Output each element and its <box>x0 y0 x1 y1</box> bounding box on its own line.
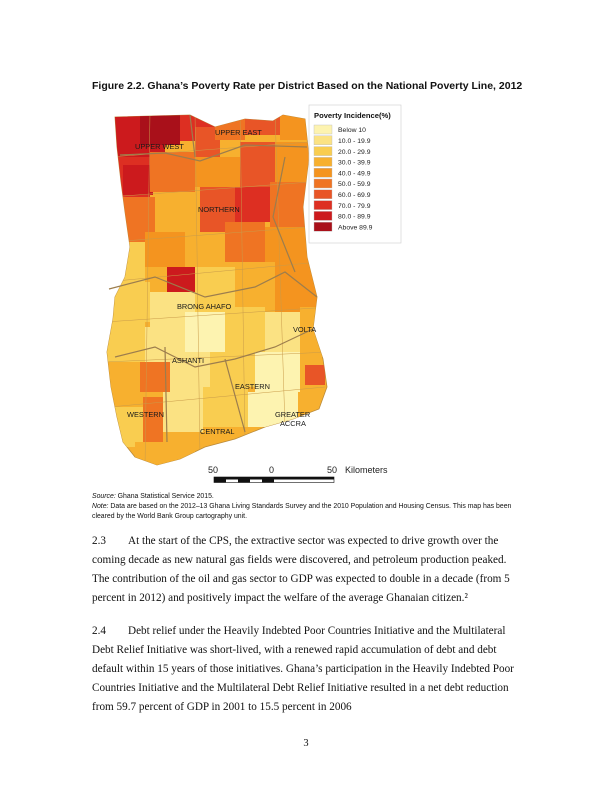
paragraph-text: Debt relief under the Heavily Indebted Poor Countries Initiative and the Multilateral Debt Relief Initiative was short-lived, with a renewed rapid accumulation of debt and debt default within 15 years of those initiatives. Ghana’s participation in the Heavily Indebted Poor Countries Initiative and the Multilateral Debt Relief Initiative resulted in a net debt reduction from 59.7 percent of GDP in 2001 to 15.5 percent in 2006 <box>92 625 514 713</box>
region-label-ashanti: ASHANTI <box>172 356 205 365</box>
region-label-eastern: EASTERN <box>235 382 270 391</box>
legend-swatch <box>314 201 332 210</box>
region-label-greater: GREATER <box>275 410 311 419</box>
paragraph-2-4 <box>92 622 524 717</box>
figure-notes <box>92 492 532 522</box>
note-line <box>92 502 532 522</box>
legend-label: 20.0 - 29.9 <box>338 148 371 156</box>
region-label-accra: ACCRA <box>280 419 306 428</box>
figure-title: Figure 2.2. Ghana’s Poverty Rate per District Based on the National Poverty Line, 2012 <box>92 80 523 92</box>
legend-label: 40.0 - 49.9 <box>338 170 371 178</box>
legend <box>309 105 401 243</box>
note-text: Data are based on the 2012–13 Ghana Living Standards Survey and the 2010 Population and Housing Census. This map has been cleared by the World Bank Group cartography unit. <box>92 503 512 520</box>
legend-label: 80.0 - 89.9 <box>338 213 371 221</box>
map-svg <box>95 97 515 489</box>
page-number: 3 <box>303 738 309 749</box>
legend-swatch <box>314 211 332 220</box>
legend-label: 30.0 - 39.9 <box>338 159 371 167</box>
paragraph-number: 2.3 <box>92 535 106 547</box>
legend-swatch <box>314 168 332 177</box>
paragraph-text: At the start of the CPS, the extractive sector was expected to drive growth over the coming decade as new natural gas fields were discovered, and petroleum production peaked. The contribution of the oil and gas sector to GDP was expected to double in a decade (from 5 percent in 2012) and positively impact the welfare of the average Ghanaian citizen.² <box>92 535 510 604</box>
source-text: Ghana Statistical Service 2015. <box>117 493 214 500</box>
legend-label: Below 10 <box>338 127 366 135</box>
legend-label: 10.0 - 19.9 <box>338 138 371 145</box>
legend-swatch <box>314 179 332 188</box>
legend-title: Poverty Incidence(%) <box>314 111 391 120</box>
legend-swatch <box>314 222 332 231</box>
paragraph-2-3 <box>92 532 524 608</box>
region-label-brong-ahafo: BRONG AHAFO <box>177 302 232 311</box>
scale-label-right: 50 <box>327 465 338 475</box>
region-label-volta: VOLTA <box>293 325 317 334</box>
source-line <box>92 492 532 502</box>
legend-swatch <box>314 157 332 166</box>
scale-label-mid: 0 <box>269 465 275 475</box>
poverty-map <box>95 97 515 489</box>
region-label-central: CENTRAL <box>200 427 235 436</box>
legend-label: 60.0 - 69.9 <box>338 192 371 199</box>
legend-swatch <box>314 125 332 134</box>
region-label-western: WESTERN <box>127 410 164 419</box>
paragraph-number: 2.4 <box>92 625 106 637</box>
legend-label: 50.0 - 59.9 <box>338 181 371 189</box>
scale-bar <box>208 465 388 483</box>
legend-label: Above 89.9 <box>338 224 373 232</box>
legend-swatch <box>314 190 332 199</box>
scale-label-left: 50 <box>208 465 219 475</box>
region-label-upper-west: UPPER WEST <box>135 142 184 151</box>
legend-swatch <box>314 136 332 145</box>
region-label-upper-east: UPPER EAST <box>215 128 262 137</box>
note-label: Note: <box>92 503 109 510</box>
region-label-northern: NORTHERN <box>198 205 240 214</box>
scale-label-unit: Kilometers <box>345 465 388 475</box>
legend-swatch <box>314 147 332 156</box>
legend-label: 70.0 - 79.9 <box>338 202 371 210</box>
source-label: Source: <box>92 493 116 500</box>
